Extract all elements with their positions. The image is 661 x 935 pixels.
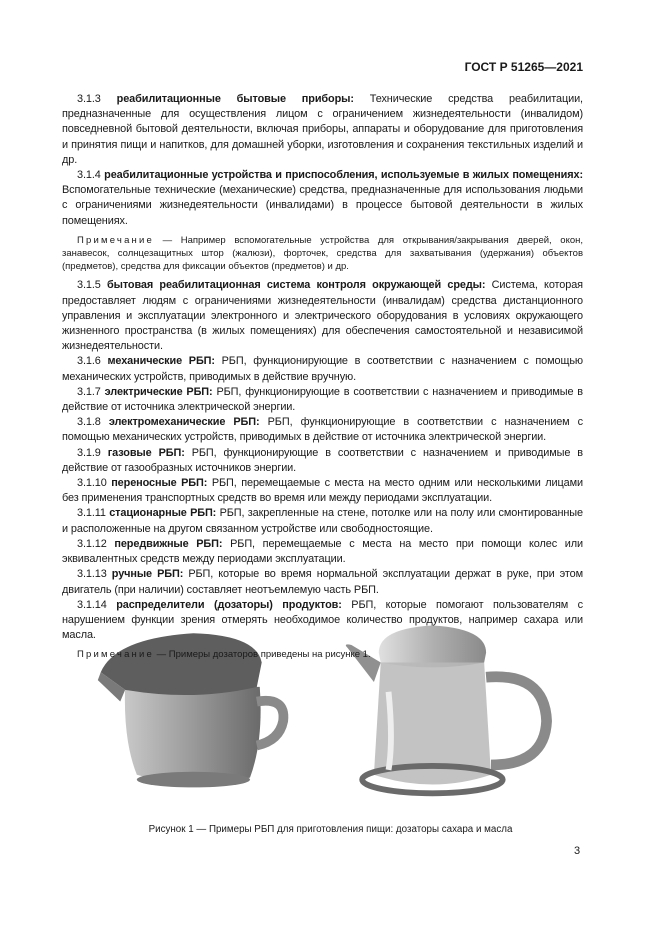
paragraph-3-1-14: 3.1.14 распределители (дозаторы) продуктов: РБП, которые помогают пользователям с нарушением функции зрения отмерять необходимое количество продуктов, например сахара или масла. [62, 598, 583, 642]
paragraph-3-1-12: 3.1.12 передвижные РБП: РБП, перемещаемые с места на место при помощи колес или эквивалентных средств между периодами эксплуатации. [62, 537, 583, 566]
paragraph-3-1-13: 3.1.13 ручные РБП: РБП, которые во время нормальной эксплуатации держат в руке, при этом двигатель (при наличии) составляет неотъемлемую часть РБП. [62, 568, 583, 596]
document-header: ГОСТ Р 51265—2021 [464, 60, 583, 74]
paragraph-3-1-8: 3.1.8 электромеханические РБП: РБП, функционирующие в соответствии с назначением с помощью механических устройств, приводимых в действие от источника электрической энергии. [62, 416, 583, 444]
paragraph-3-1-5: 3.1.5 бытовая реабилитационная система контроля окружающей среды: Система, которая предоставляет людям с ограничениями жизнедеятельности (инвалидам) средства дистанционного управления и эксплуатации электронного и электрического оборудования в условиях окружающего жизненного пространства (в жилых помещениях) для обеспечения самостоятельной и независимой жизнедеятельности. [62, 279, 583, 353]
figure-caption: Рисунок 1 — Примеры РБП для приготовления пищи: дозаторы сахара и масла [148, 824, 513, 835]
page-number: 3 [574, 845, 581, 857]
note: Примечание — Например вспомогательные устройства для открывания/закрывания дверей, окон, занавесок, солнцезащитных штор (жалюзи), форточек, средства для захватывания (удержания) объектов (предметов), средства для фиксации объектов (предметов) и др. [62, 234, 584, 273]
note: Примечание — Примеры дозаторов приведены на рисунке 1. [77, 649, 371, 661]
paragraph-3-1-10: 3.1.10 переносные РБП: РБП, перемещаемые с места на место одним или несколькими лицами без применения транспортных средств во время или между периодами эксплуатации. [62, 477, 583, 505]
paragraph-3-1-7: 3.1.7 электрические РБП: РБП, функционирующие в соответствии с назначением и приводимые в действие от источника электрической энергии. [62, 385, 583, 414]
paragraph-3-1-11: 3.1.11 стационарные РБП: РБП, закрепленные на стене, потолке или на полу или смонтированные и расположенные на другом связанном устройстве или свободностоящие. [62, 507, 583, 535]
paragraph-3-1-3: 3.1.3 реабилитационные бытовые приборы: Технические средства реабилитации, предназначенные для осуществления лицом с ограничением жизнедеятельности (инвалидом) повседневной бытовой деятельности, включая приборы, аппараты и оборудование для приготовления и принятия пищи и напитков, для домашней уборки, изготовления и сохранения текстильных изделий и др. [62, 93, 583, 166]
paragraph-3-1-6: 3.1.6 механические РБП: РБП, функционирующие в соответствии с назначением с помощью механических устройств, приводимых в действие вручную. [62, 355, 583, 383]
document-body [62, 92, 583, 667]
paragraph-3-1-9: 3.1.9 газовые РБП: РБП, функционирующие в соответствии с назначением и приводимые в действие от газообразных источников энергии. [62, 446, 583, 474]
paragraph-3-1-4: 3.1.4 реабилитационные устройства и приспособления, используемые в жилых помещениях: Вспомогательные технические (механические) средства, предназначенные для использования людьми с ограничениями жизнедеятельности (инвалидами) в процессе бытовой деятельности в жилых помещениях. [62, 169, 583, 227]
